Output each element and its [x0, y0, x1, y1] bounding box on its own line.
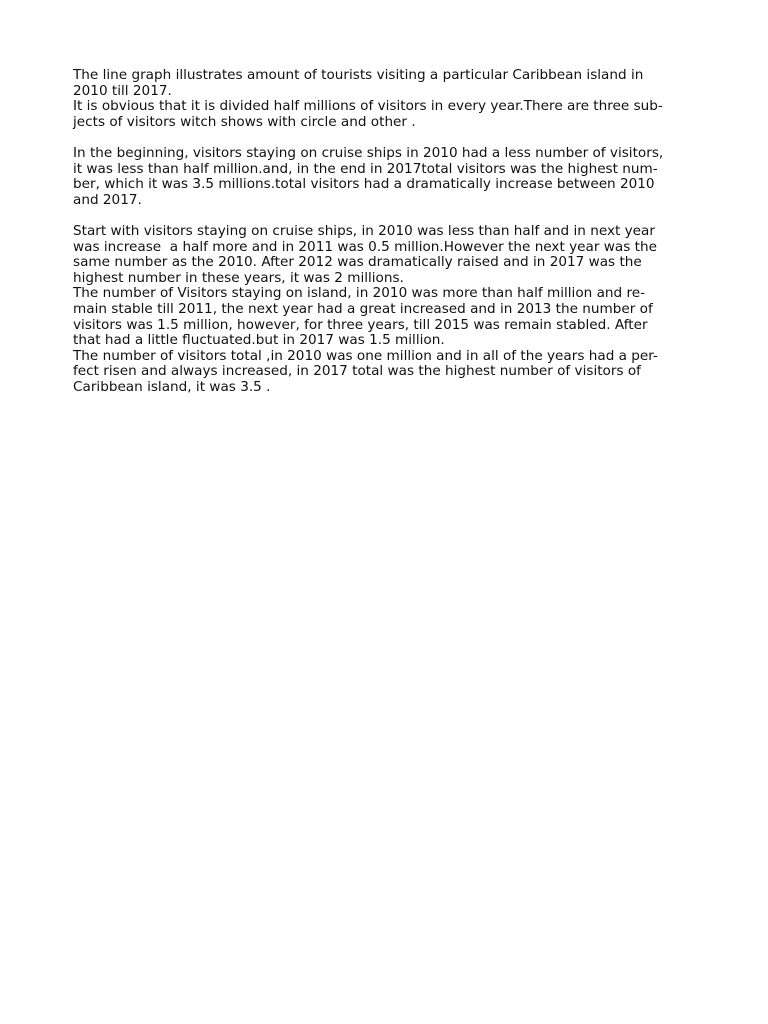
text-line: it was less than half million.and, in the end in 2017total visitors was the highest num-: [73, 160, 658, 177]
paragraph-intro: [73, 68, 713, 99]
text-line: and 2017.: [73, 191, 142, 208]
text-line: visitors was 1.5 million, however, for three years, till 2015 was remain stabled. After: [73, 316, 648, 333]
text-line: In the beginning, visitors staying on cruise ships in 2010 had a less number of visitors,: [73, 144, 664, 161]
text-line: ber, which it was 3.5 millions.total visitors had a dramatically increase between 2010: [73, 176, 655, 193]
paragraph-overview: [73, 99, 713, 130]
text-line: 2010 till 2017.: [73, 82, 172, 99]
paragraph-spacer: [73, 130, 713, 146]
text-line: jects of visitors witch shows with circle and other .: [73, 113, 416, 130]
text-line: was increase a half more and in 2011 was 0.5 million.However the next year was the: [73, 238, 657, 255]
text-line: Start with visitors staying on cruise ships, in 2010 was less than half and in next year: [73, 222, 655, 239]
paragraph-beginning: [73, 146, 713, 208]
text-line: Caribbean island, it was 3.5 .: [73, 378, 271, 395]
text-line: fect risen and always increased, in 2017 total was the highest number of visitors of: [73, 363, 641, 380]
text-line: that had a little fluctuated.but in 2017 was 1.5 million.: [73, 332, 445, 349]
paragraph-total-visitors: [73, 349, 713, 396]
text-line: It is obvious that it is divided half millions of visitors in every year.There are three sub-: [73, 98, 663, 115]
text-line: The number of visitors total ,in 2010 was one million and in all of the years had a per-: [73, 347, 658, 364]
text-line: same number as the 2010. After 2012 was dramatically raised and in 2017 was the: [73, 254, 642, 271]
text-line: The line graph illustrates amount of tourists visiting a particular Caribbean island in: [73, 67, 644, 83]
paragraph-spacer: [73, 208, 713, 224]
document-page: [73, 68, 713, 395]
paragraph-cruise-ships: [73, 224, 713, 286]
text-line: The number of Visitors staying on island, in 2010 was more than half million and re-: [73, 285, 646, 302]
text-line: main stable till 2011, the next year had a great increased and in 2013 the number of: [73, 300, 653, 317]
text-line: highest number in these years, it was 2 millions.: [73, 269, 404, 286]
paragraph-island-visitors: [73, 286, 713, 348]
